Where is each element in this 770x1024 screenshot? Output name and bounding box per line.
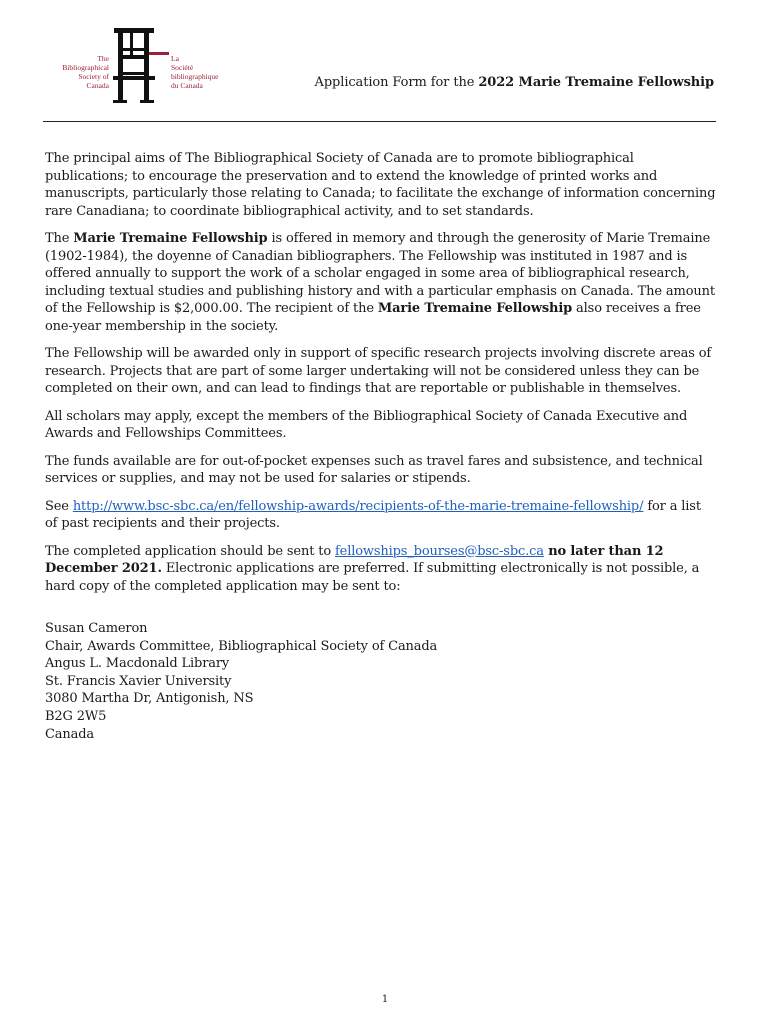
- submission-email-link[interactable]: fellowships_bourses@bsc-sbc.ca: [334, 543, 544, 559]
- address-country: Canada: [45, 726, 94, 742]
- address-name: Susan Cameron: [45, 621, 148, 636]
- paragraph-funds: The funds available are for out-of-pocket expenses such as travel fares and subsistence, and technical services or supplies, and may not be used for salaries or stipends.: [45, 453, 703, 486]
- past-recipients-link[interactable]: http://www.bsc-sbc.ca/en/fellowship-awards/recipients-of-the-marie-tremaine-fellowship/: [72, 498, 644, 514]
- society-logo: [55, 26, 230, 106]
- logo-english-name: The Bibliographical Society of Canada: [62, 54, 109, 90]
- mailing-address: [45, 620, 717, 743]
- paragraph-aims: The principal aims of The Bibliographical Society of Canada are to promote bibliographical publications; to encourage the preservation and to extend the knowledge of printed works and manuscripts, particularly those relating to Canada; to facilitate the exchange of information concerning rare Canadiana; to coordinate bibliographical activity, and to set standards.: [45, 151, 716, 219]
- address-role: Chair, Awards Committee, Bibliographical Society of Canada: [45, 638, 438, 654]
- address-university: St. Francis Xavier University: [45, 673, 232, 689]
- printing-press-icon: [111, 26, 171, 104]
- address-library: Angus L. Macdonald Library: [45, 656, 230, 672]
- paragraph-eligibility-projects: The Fellowship will be awarded only in support of specific research projects involving discrete areas of research. Projects that are part of some larger undertaking will not be considered unless they can be completed on their own, and can lead to findings that are reportable or publishable in themselves.: [45, 346, 712, 396]
- document-title: Application Form for the 2022 Marie Tremaine Fellowship: [314, 75, 714, 90]
- page-header: [0, 0, 770, 122]
- page-number: 1: [381, 994, 389, 1005]
- header-divider: [43, 121, 716, 122]
- logo-french-name: La Société bibliographique du Canada: [171, 54, 219, 90]
- document-body: [45, 150, 717, 743]
- paragraph-past-recipients: See http://www.bsc-sbc.ca/en/fellowship-awards/recipients-of-the-marie-tremaine-fellowship/ for a list of past recipients and their projects.: [45, 498, 701, 531]
- address-postal-code: B2G 2W5: [45, 708, 107, 724]
- address-street: 3080 Martha Dr, Antigonish, NS: [45, 691, 254, 707]
- paragraph-submission: The completed application should be sent to fellowships_bourses@bsc-sbc.ca no later than 12 December 2021. Electronic applications are preferred. If submitting electronically is not possible, a hard copy of the completed application may be sent to:: [45, 543, 700, 594]
- paragraph-fellowship-description: The Marie Tremaine Fellowship is offered in memory and through the generosity of Marie Tremaine (1902-1984), the doyenne of Canadian bibliographers. The Fellowship was instituted in 1987 and is offered annually to support the work of a scholar engaged in some area of bibliographical research, including textual studies and publishing history and with a particular emphasis on Canada. The amount of the Fellowship is $2,000.00. The recipient of the Marie Tremaine Fellowship also receives a free one-year membership in the society.: [45, 231, 715, 334]
- paragraph-eligibility-scholars: All scholars may apply, except the members of the Bibliographical Society of Canada Executive and Awards and Fellowships Committees.: [45, 408, 688, 441]
